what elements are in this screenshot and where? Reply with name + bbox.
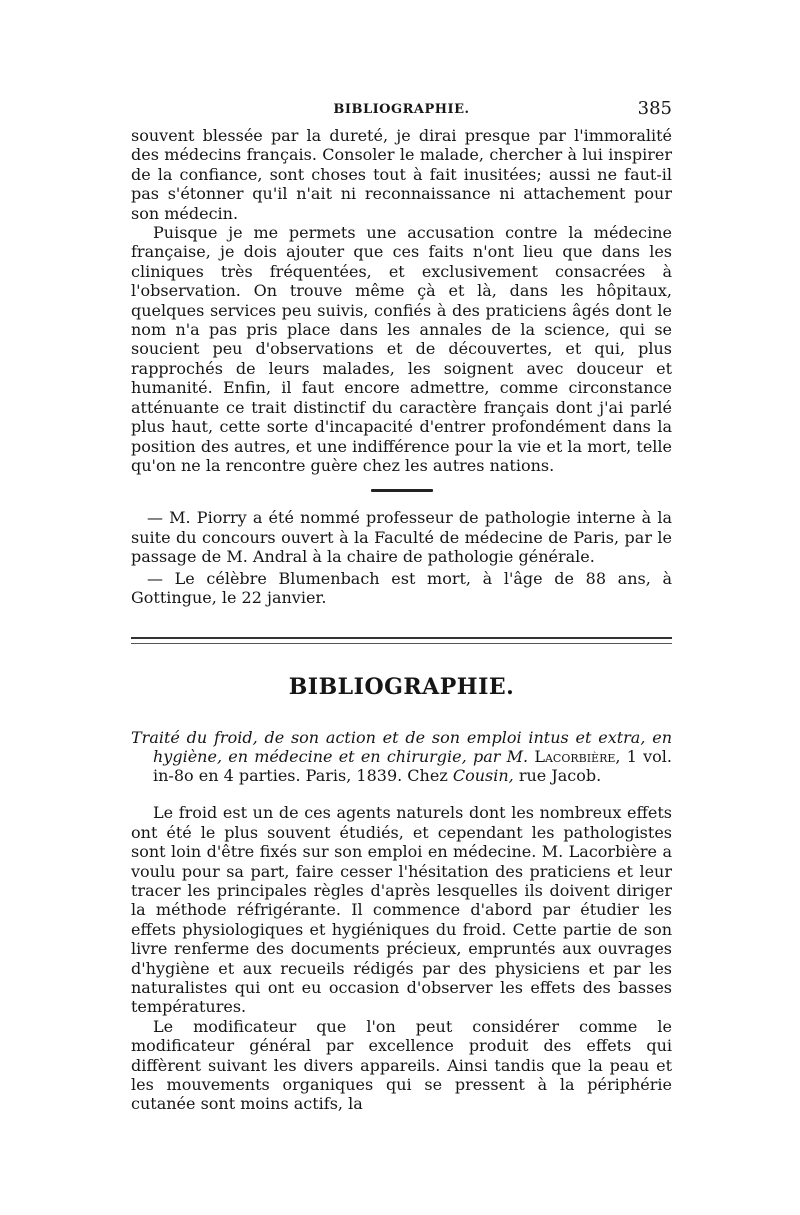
- book-title: Traité du froid, de son action et de son emploi intus et extra, en hygiène, en médecine et en chirurgie, par M.: [131, 728, 672, 767]
- book-publisher: Cousin,: [452, 766, 514, 786]
- book-details: 1 vol. in-8o en 4 parties. Paris, 1839. Chez: [153, 747, 673, 786]
- book-page: [131, 96, 672, 1114]
- paragraph-accusation: Puisque je me permets une accusation contre la médecine française, je dois ajouter que ces faits n'ont lieu que dans les cliniques très fréquentées, et exclusivement consacrées à l'observation. On trouve même çà et là, dans les hôpitaux, quelques services peu suivis, confiés à des praticiens âgés dont le nom n'a pas pris place dans les annales de la science, qui se soucient peu d'observations et de découvertes, et qui, plus rapprochés de leurs malades, les soignent avec douceur et humanité. Enfin, il faut encore admettre, comme circonstance atténuante ce trait distinctif du caractère français dont j'ai parlé plus haut, cette sorte d'incapacité d'entrer profondément dans la position des autres, et une indifférence pour la vie et la mort, telle qu'on ne la rencontre guère chez les autres nations.: [131, 223, 672, 475]
- section-title: BIBLIOGRAPHIE.: [288, 674, 515, 701]
- paragraph-continued: souvent blessée par la dureté, je dirai presque par l'immoralité des médecins français. Consoler le malade, chercher à lui inspirer de la confiance, sont choses tout à fait inusitées; aussi ne faut-il pas s'étonner qu'il n'ait ni reconnaissance ni attachement pour son médecin.: [131, 126, 672, 223]
- ornament-divider: [371, 489, 433, 492]
- review-body: [131, 803, 672, 1114]
- running-title: BIBLIOGRAPHIE.: [333, 102, 470, 117]
- book-citation: [131, 728, 672, 785]
- review-paragraph-2: Le modificateur que l'on peut considérer comme le modificateur général par excellence produit des effets qui diffèrent suivant les divers appareils. Ainsi tandis que la peau et les mouvements organiques qui se pressent à la périphérie cutanée sont moins actifs, la: [131, 1016, 672, 1114]
- running-head: [131, 96, 672, 126]
- news-item-blumenbach: — Le célèbre Blumenbach est mort, à l'âge de 88 ans, à Gottingue, le 22 janvier.: [131, 568, 672, 607]
- book-entry: [131, 728, 672, 785]
- section-divider: [131, 637, 672, 644]
- page-number: 385: [637, 98, 672, 119]
- review-paragraph-1: Le froid est un de ces agents naturels dont les nombreux effets ont été le plus souvent étudiés, et cependant les pathologistes sont loin d'être fixés sur son emploi en médecine. M. Lacorbière a voulu pour sa part, faire cesser l'hésitation des praticiens et leur tracer les principales règles d'après lesquelles ils doivent diriger la méthode réfrigérante. Il commence d'abord par étudier les effets physiologiques et hygiéniques du froid. Cette partie de son livre renferme des documents précieux, empruntés aux ouvrages d'hygiène et aux recueils rédigés par des physiciens et par les naturalistes qui ont eu occasion d'observer les effets des basses températures.: [131, 803, 672, 1017]
- news-items: [131, 508, 672, 607]
- book-author: Lacorbière,: [534, 747, 621, 767]
- news-item-piorry: — M. Piorry a été nommé professeur de pathologie interne à la suite du concours ouvert à la Faculté de médecine de Paris, par le passage de M. Andral à la chaire de pathologie générale.: [131, 508, 672, 567]
- book-address: rue Jacob.: [518, 766, 602, 786]
